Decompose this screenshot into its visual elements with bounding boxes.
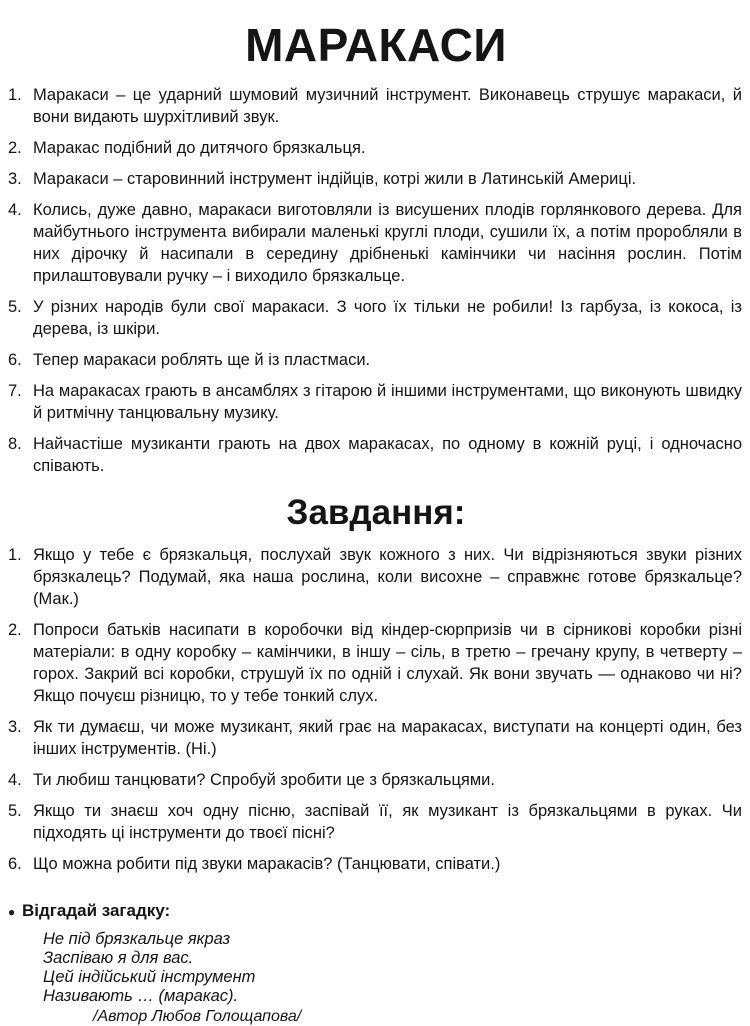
poem-line: Називають … (маракас).: [43, 987, 239, 1005]
list-item: [8, 544, 744, 610]
list-item: [8, 853, 744, 875]
item-text: Що можна робити під звуки маракасів? (Танцювати, співати.): [33, 855, 501, 873]
page-title: МАРАКАСИ: [245, 19, 507, 71]
bullet-icon: ●: [8, 905, 16, 919]
riddle-heading-row: [8, 901, 744, 922]
item-text: Як ти думаєш, чи може музикант, який грає на маракасах, виступати на концерті один, без інших інструментів. (Ні.): [33, 718, 742, 758]
poem-author: /Автор Любов Голощапова/: [93, 1008, 302, 1025]
item-text: Якщо у тебе є брязкальця, послухай звук кожного з них. Чи відрізняються звуки різних брязкалець? Подумай, яка наша рослина, коли висохне – справжнє готове брязкальце? (Мак.): [33, 546, 742, 608]
riddle-poem: [43, 930, 744, 1026]
item-text: Ти любиш танцювати? Спробуй зробити це з брязкальцями.: [33, 771, 495, 789]
list-item: [8, 619, 744, 707]
list-item: [8, 199, 744, 287]
list-item: [8, 380, 744, 424]
list-item: [8, 137, 744, 159]
item-number: 2.: [8, 139, 22, 157]
item-text: На маракасах грають в ансамблях з гітарою й іншими інструментами, що виконують швидку й ритмічну танцювальну музику.: [33, 382, 742, 422]
list-item: [8, 296, 744, 340]
list-item: [8, 84, 744, 128]
item-number: 5.: [8, 298, 22, 316]
tasks-list: [8, 544, 744, 875]
item-number: 6.: [8, 351, 22, 369]
poem-line: Не під брязкальце якраз: [43, 930, 231, 948]
item-number: 7.: [8, 382, 22, 400]
item-text: Маракаси – старовинний інструмент індійців, котрі жили в Латинській Америці.: [33, 170, 637, 188]
item-text: Маракаси – це ударний шумовий музичний інструмент. Виконавець струшує маракаси, й вони видають шурхітливий звук.: [33, 86, 742, 126]
facts-list: [8, 84, 744, 477]
item-number: 6.: [8, 855, 22, 873]
item-number: 3.: [8, 718, 22, 736]
item-number: 1.: [8, 86, 22, 104]
poem-line: Цей індійський інструмент: [43, 968, 256, 986]
tasks-heading: Завдання:: [286, 493, 466, 532]
item-number: 8.: [8, 435, 22, 453]
item-text: Тепер маракаси роблять ще й із пластмаси.: [33, 351, 371, 369]
item-text: Найчастіше музиканти грають на двох маракасах, по одному в кожній руці, і одночасно співають.: [33, 435, 742, 475]
riddle-section: [8, 901, 744, 1026]
item-text: Колись, дуже давно, маракаси виготовляли із висушених плодів горлянкового дерева. Для майбутнього інструмента вибирали маленькі круглі плоди, сушили їх, а потім проробляли в них дірочку й насипали в середину дрібненькі камінчики чи насіння рослин. Потім прилаштовували ручку – і виходило брязкальце.: [33, 201, 742, 285]
list-item: [8, 800, 744, 844]
item-number: 5.: [8, 802, 22, 820]
item-text: Попроси батьків насипати в коробочки від кіндер-сюрпризів чи в сірникові коробки різні матеріали: в одну коробку – камінчики, в іншу – сіль, в третю – гречану крупу, в четверту – горох. Закрий всі коробки, струшуй їх по одній і слухай. Як вони звучать — однаково чи ні? Якщо почуєш різницю, то у тебе тонкий слух.: [33, 621, 742, 705]
item-text: Якщо ти знаєш хоч одну пісню, заспівай її, як музикант із брязкальцями в руках. Чи підходять ці інструменти до твоєї пісні?: [33, 802, 742, 842]
list-item: [8, 716, 744, 760]
poem-line: Заспіваю я для вас.: [43, 949, 194, 967]
list-item: [8, 349, 744, 371]
item-number: 3.: [8, 170, 22, 188]
list-item: [8, 168, 744, 190]
list-item: [8, 433, 744, 477]
item-text: Маракас подібний до дитячого брязкальця.: [33, 139, 366, 157]
item-number: 4.: [8, 201, 22, 219]
item-number: 4.: [8, 771, 22, 789]
item-text: У різних народів були свої маракаси. З чого їх тільки не робили! Із гарбуза, із кокоса, із дерева, із шкіри.: [33, 298, 742, 338]
item-number: 1.: [8, 546, 22, 564]
list-item: [8, 769, 744, 791]
item-number: 2.: [8, 621, 22, 639]
riddle-heading: Відгадай загадку:: [22, 901, 171, 920]
